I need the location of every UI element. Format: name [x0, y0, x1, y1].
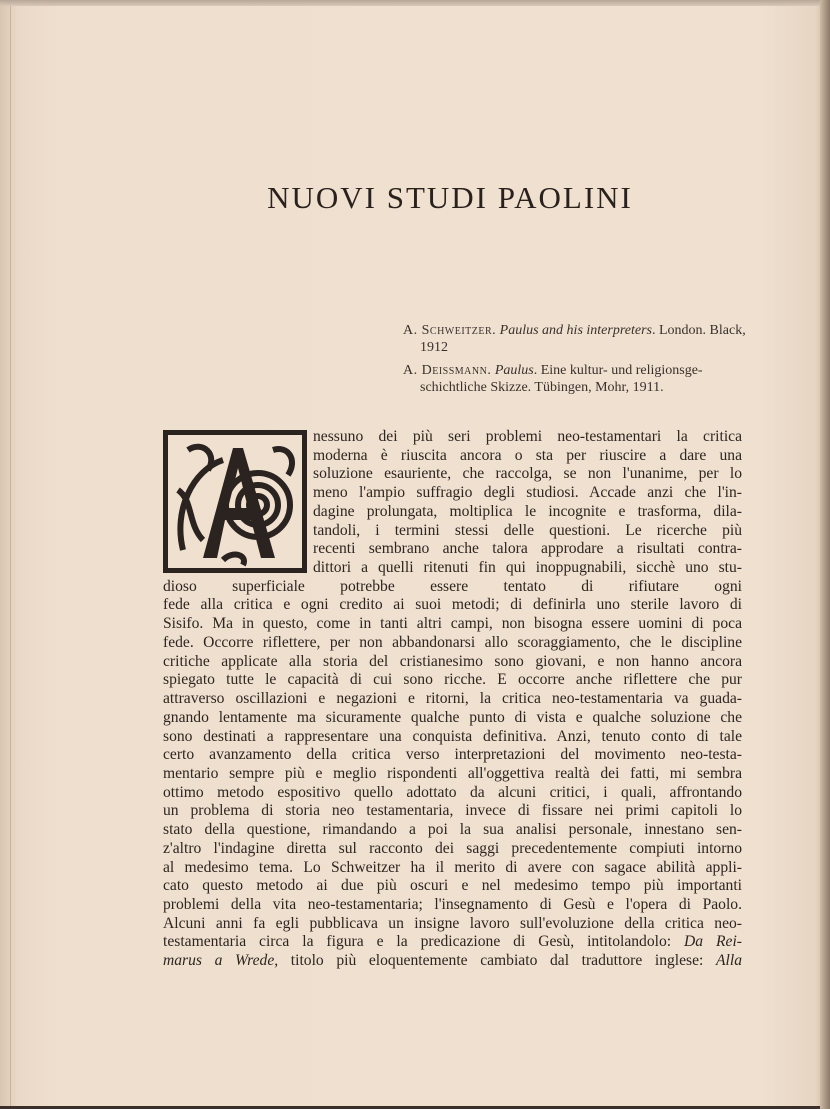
line-content	[163, 596, 742, 613]
line-content	[163, 765, 742, 782]
text-line	[163, 915, 742, 934]
text-line	[163, 653, 742, 672]
text-line	[163, 821, 742, 840]
text-segment: nessuno dei più seri problemi neo-testamentari la critica	[313, 428, 742, 445]
text-line	[313, 559, 742, 578]
text-segment: dagine prolungata, moltiplica le incognite e trasforma, dila-	[313, 502, 742, 520]
line-content	[163, 802, 742, 819]
line-content	[163, 578, 742, 595]
text-line	[313, 484, 742, 503]
text-segment: dioso superficiale potrebbe essere tentato di rifiutare ogni	[163, 577, 742, 595]
line-content	[163, 840, 742, 857]
line-content	[313, 559, 742, 576]
line-content	[313, 484, 742, 501]
text-line	[163, 802, 742, 821]
text-segment: spiegato tutte le capacità di cui sono ricche. E occorre anche riflettere che pur	[163, 671, 742, 689]
text-segment: gnando lentamente ma sicuramente qualche punto di vista e qualche soluzione che	[163, 708, 742, 726]
line-content	[163, 896, 742, 913]
text-line	[313, 540, 742, 559]
text-segment: Sisifo. Ma in questo, come in tanti altri campi, non bisogna essere uomini di poca	[163, 615, 742, 633]
line-content	[163, 653, 742, 670]
text-line	[313, 503, 742, 522]
text-line	[163, 840, 742, 859]
text-segment: meno l'ampio suffragio degli studiosi. Accade anzi che l'in-	[313, 484, 742, 502]
article-title: NUOVI STUDI PAOLINI	[267, 180, 633, 215]
text-segment: tandoli, i termini stessi delle questioni. Le ricerche più	[313, 521, 742, 539]
line-content	[163, 821, 742, 838]
page-right-edge	[820, 0, 830, 1109]
bibliography	[403, 322, 748, 402]
line-content	[313, 428, 742, 445]
italic-text: Da Rei-	[684, 933, 742, 951]
text-segment: ottimo metodo espositivo quello adottato da alcuni critici, i quali, affrontando	[163, 783, 742, 801]
text-line	[163, 578, 742, 597]
text-line	[163, 728, 742, 747]
text-line	[163, 784, 742, 803]
text-line	[163, 671, 742, 690]
line-content	[163, 784, 742, 801]
line-content	[163, 615, 742, 632]
line-content	[313, 503, 742, 520]
text-segment: , titolo più eloquentemente cambiato dal traduttore inglese:	[274, 952, 716, 970]
text-segment: sono destinati a rappresentare una conquista definitiva. Anzi, tenuto conto di tale	[163, 727, 742, 745]
reference-title: Paulus	[494, 363, 534, 378]
text-line	[163, 634, 742, 653]
reference-details: . London. Black, 1912	[420, 323, 746, 355]
text-segment: stato della questione, rimandando a poi la sua analisi personale, innestano sen-	[163, 821, 742, 839]
text-segment: certo avanzamento della critica verso interpretazioni del movimento neo-testa-	[163, 746, 742, 764]
text-segment: dittori a quelli ritenuti fin qui inoppugnabili, sicchè uno stu-	[313, 559, 742, 577]
text-line	[163, 709, 742, 728]
italic-text: Alla	[716, 952, 742, 970]
text-line	[313, 465, 742, 484]
text-segment: attraverso oscillazioni e negazioni e ritorni, la critica neo-testamentaria va guada-	[163, 690, 742, 708]
text-line	[163, 746, 742, 765]
line-content	[313, 540, 742, 557]
line-content	[313, 447, 742, 464]
text-line	[163, 615, 742, 634]
line-content	[163, 877, 742, 894]
text-segment: soluzione esauriente, che raccolga, se non l'unanime, per lo	[313, 465, 742, 483]
text-segment: al medesimo tema. Lo Schweitzer ha il merito di avere con sagace abilità appli-	[163, 858, 742, 876]
line-content	[163, 746, 742, 763]
line-content	[163, 671, 742, 688]
line-content	[163, 709, 742, 726]
text-line	[163, 896, 742, 915]
text-line	[163, 859, 742, 878]
reference-details: . Eine kultur- und religionsge-schichtliche Skizze. Tübingen, Mohr, 1911.	[420, 363, 703, 395]
reference-author: A. Schweitzer.	[403, 323, 497, 338]
text-line	[313, 522, 742, 541]
reference-author: A. Deissmann.	[403, 363, 492, 378]
text-line	[313, 447, 742, 466]
line-content	[163, 933, 742, 950]
text-line	[163, 877, 742, 896]
text-segment: fede. Occorre riflettere, per non abbandonarsi allo scoraggiamento, che le discipline	[163, 633, 742, 651]
text-segment: recenti sembrano anche talora approdare a risultati contra-	[313, 540, 742, 558]
text-segment: critiche applicate alla storia del cristianesimo sono giovani, e non hanno ancora	[163, 652, 742, 670]
text-segment: fede alla critica e ogni credito ai suoi metodi; di definirla uno sterile lavoro di	[163, 596, 742, 614]
text-segment: problemi della vita neo-testamentaria; l'insegnamento di Gesù e l'opera di Paolo.	[163, 895, 742, 913]
text-segment: Alcuni anni fa egli pubblicava un insigne lavoro sull'evoluzione della critica neo-	[163, 914, 742, 932]
reference-title: Paulus and his interpreters	[499, 323, 652, 338]
line-content	[163, 952, 742, 969]
line-content	[163, 859, 742, 876]
line-content	[313, 465, 742, 482]
text-line	[163, 952, 742, 971]
text-segment: un problema di storia neo testamentaria, invece di fissare nei primi capitoli lo	[163, 802, 742, 820]
line-content	[313, 522, 742, 539]
reference-item	[403, 322, 748, 356]
line-content	[163, 634, 742, 651]
line-content	[163, 690, 742, 707]
article-body	[163, 428, 742, 971]
line-content	[163, 915, 742, 932]
text-line	[163, 933, 742, 952]
text-segment: testamentaria circa la figura e la predicazione di Gesù, intitolandolo:	[163, 933, 685, 951]
text-line	[163, 690, 742, 709]
text-segment: cato questo metodo ai due più oscuri e nel medesimo tempo più importanti	[163, 877, 742, 895]
text-segment: z'altro l'indagine diretta sul racconto dei saggi precedentemente compiuti intorno	[163, 839, 742, 857]
italic-text: marus a Wrede	[163, 952, 275, 970]
reference-item	[403, 362, 748, 396]
text-segment: mentario sempre più e meglio rispondenti all'oggettiva realtà dei fatti, mi sembra	[163, 764, 742, 782]
text-segment: moderna è riuscita ancora o sta per riuscire a dare una	[313, 446, 742, 464]
text-line	[313, 428, 742, 447]
line-content	[163, 728, 742, 745]
text-line	[163, 765, 742, 784]
text-line	[163, 596, 742, 615]
